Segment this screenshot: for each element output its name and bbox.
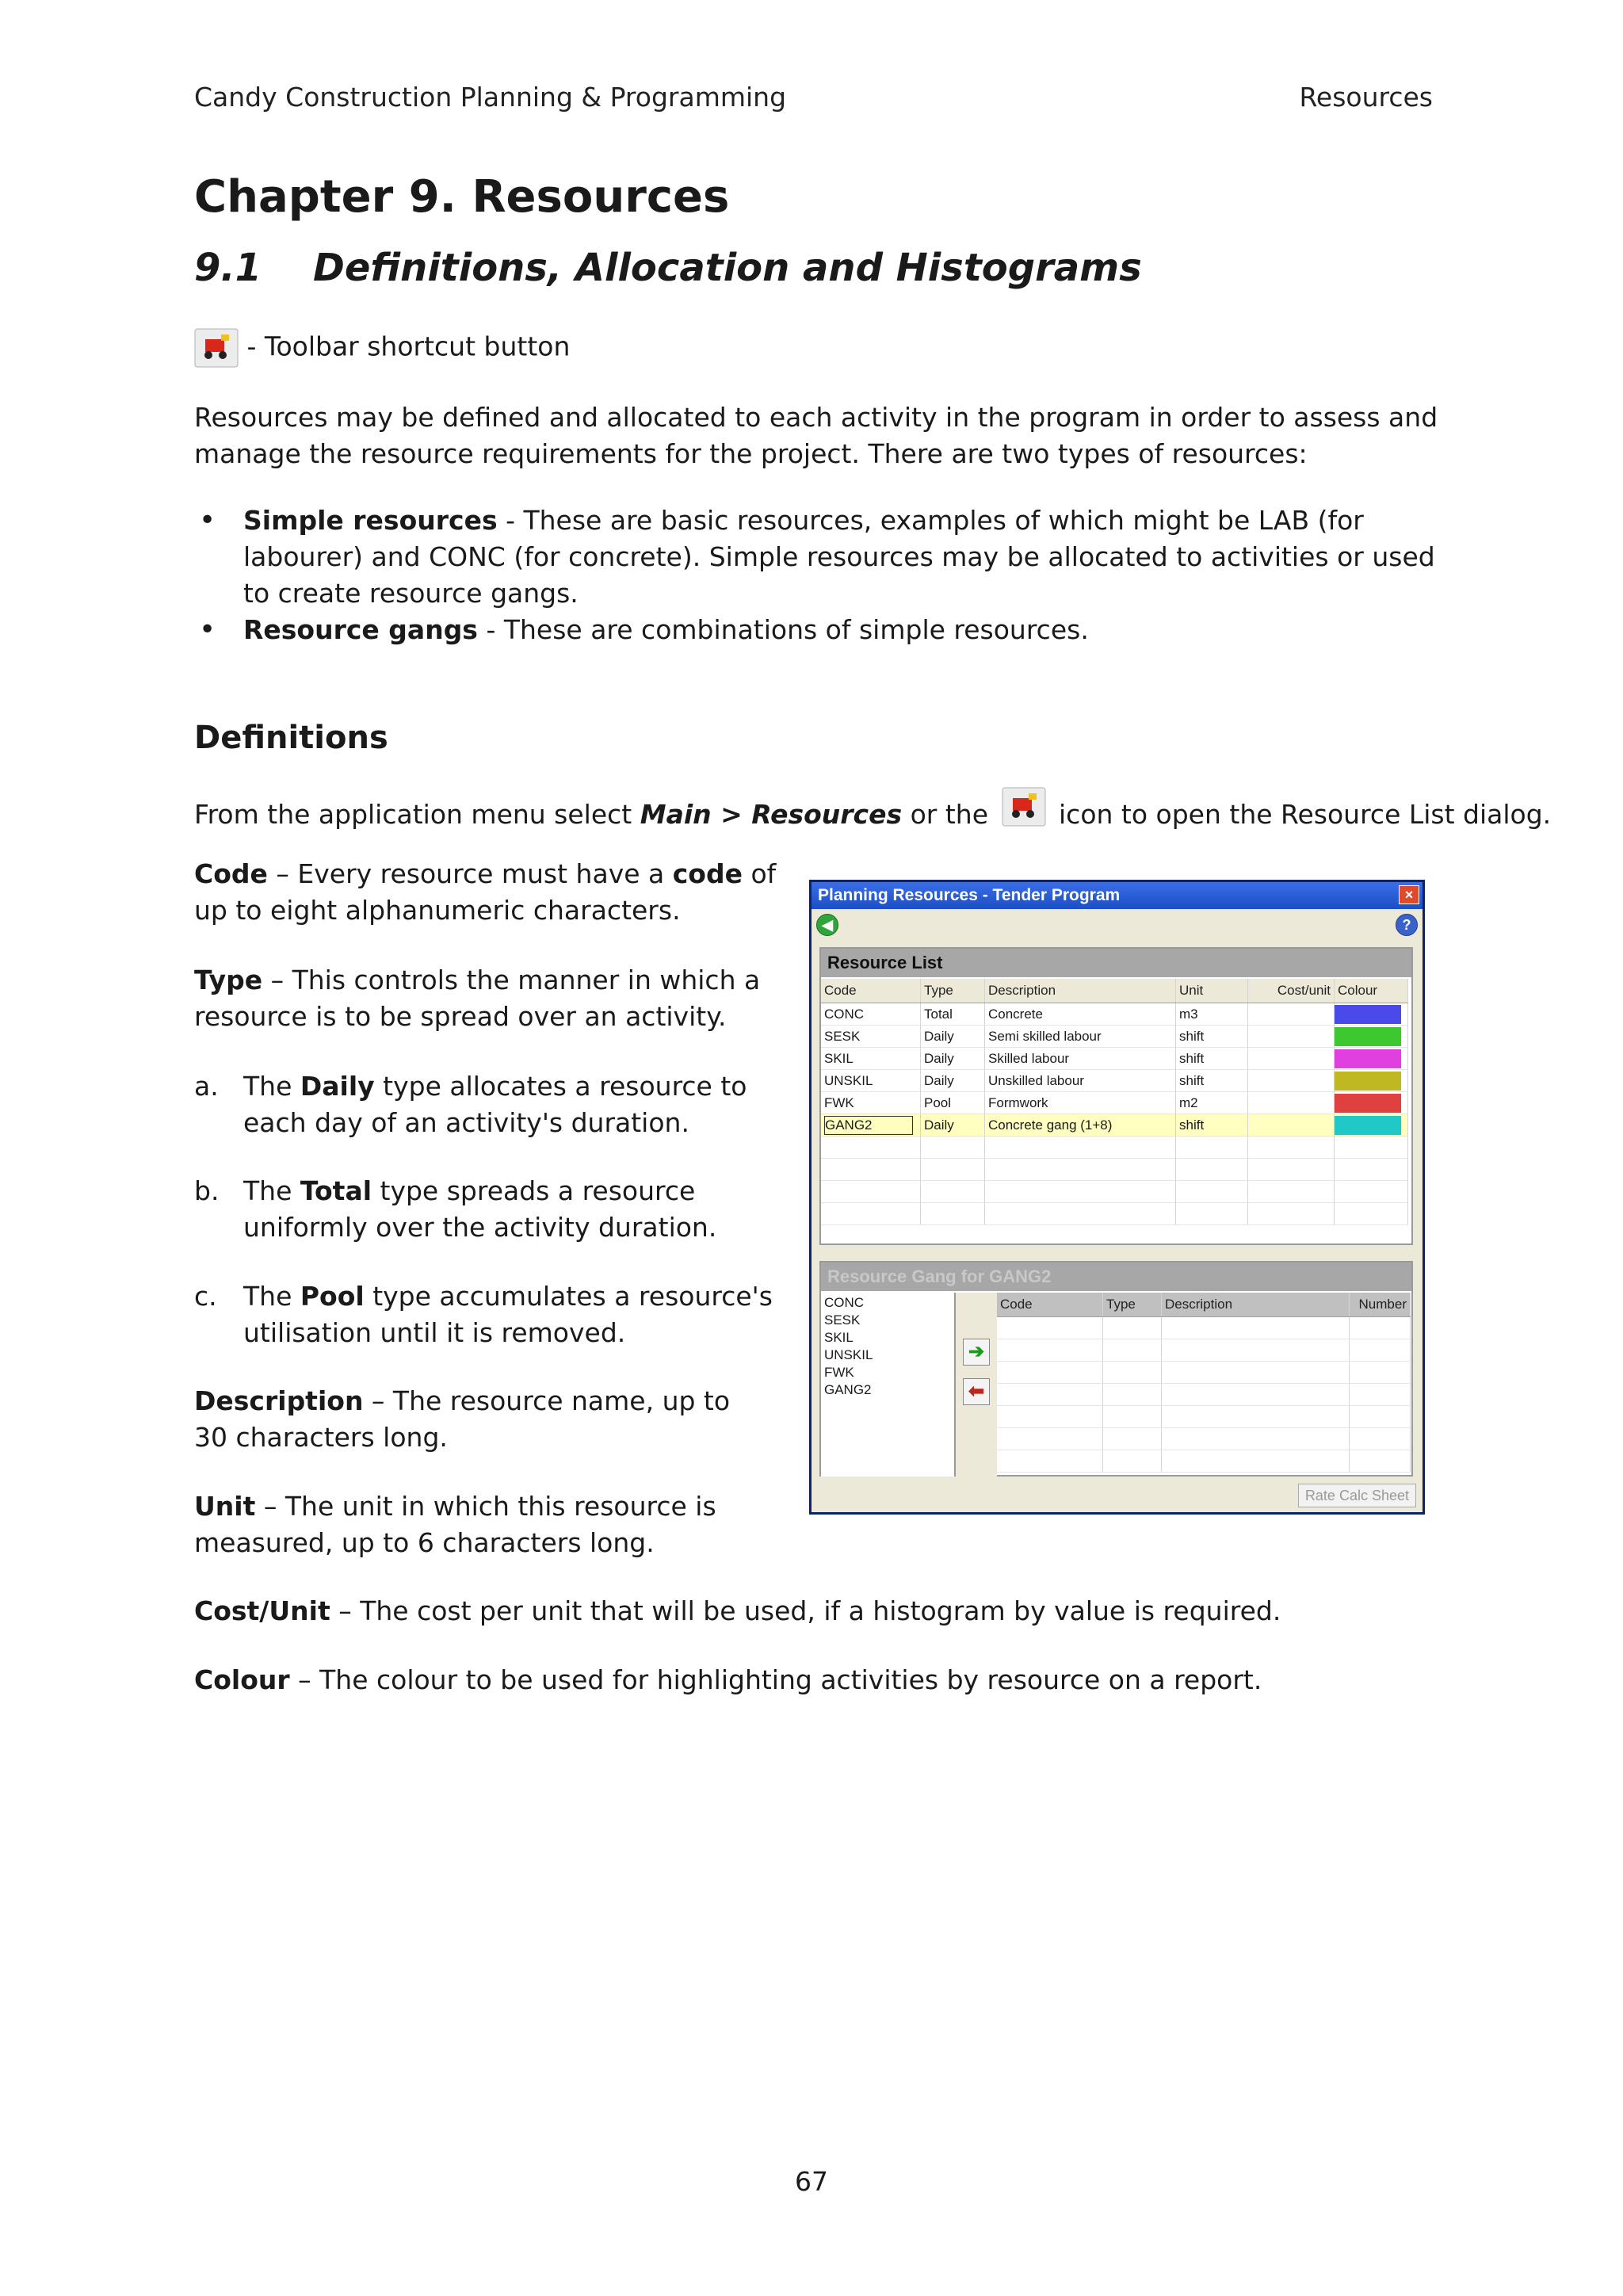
table-row[interactable] (821, 1026, 1408, 1048)
term: Pool (300, 1281, 365, 1312)
table-row[interactable] (821, 1070, 1408, 1092)
cell-colour[interactable] (1335, 1070, 1408, 1092)
column-header-colour[interactable]: Colour (1335, 979, 1408, 1003)
section-number: 9.1 (194, 246, 262, 290)
table-row-empty[interactable] (821, 1181, 1408, 1203)
term: Description (194, 1385, 364, 1416)
list-item[interactable]: SESK (824, 1312, 861, 1328)
cell-description[interactable]: Unskilled labour (985, 1070, 1176, 1092)
column-header-type[interactable]: Type (921, 979, 985, 1003)
cell-unit[interactable]: shift (1176, 1048, 1248, 1070)
bullet-term: Simple resources (243, 505, 498, 536)
list-item[interactable]: CONC (824, 1295, 865, 1310)
text: type allocates a resource to each day of an activity's duration. (243, 1071, 747, 1138)
bullet-text: - These are basic resources, examples of which might be LAB (for labourer) and CONC (for concrete). Simple resources may be allocated to activities or used to create resource gangs. (243, 505, 1435, 609)
term: Total (300, 1175, 372, 1206)
resource-gang-title: Resource Gang for GANG2 (821, 1263, 1411, 1291)
cell-cost[interactable] (1248, 1048, 1335, 1070)
cell-unit[interactable]: shift (1176, 1070, 1248, 1092)
column-header-code[interactable]: Code (821, 979, 921, 1003)
colour-swatch[interactable] (1335, 1005, 1401, 1024)
table-row[interactable] (821, 1003, 1408, 1026)
cell-unit[interactable]: shift (1176, 1026, 1248, 1048)
cell-code[interactable]: FWK (821, 1092, 921, 1114)
back-arrow-icon[interactable]: ◀ (816, 914, 838, 936)
table-row-empty[interactable] (997, 1406, 1411, 1428)
cell-cost[interactable] (1248, 1003, 1335, 1026)
column-header-unit[interactable]: Unit (1176, 979, 1248, 1003)
description-definition (194, 1383, 765, 1456)
section-heading (194, 247, 1142, 289)
cell-code[interactable]: SESK (821, 1026, 921, 1048)
bullet-term: Resource gangs (243, 614, 478, 645)
code-edit-input[interactable]: GANG2 (824, 1116, 913, 1135)
menu-instruction (194, 787, 1552, 833)
rate-calc-sheet-button[interactable]: Rate Calc Sheet (1298, 1484, 1416, 1507)
text: – The resource name, up to 30 characters long. (194, 1385, 731, 1453)
section-title: Definitions, Allocation and Histograms (313, 246, 1142, 290)
table-row-empty[interactable] (997, 1362, 1411, 1384)
running-header-left: Candy Construction Planning & Programming (194, 82, 787, 113)
table-row-empty[interactable] (997, 1450, 1411, 1473)
text: of up to eight alphanumeric characters. (194, 858, 777, 926)
cell-description[interactable]: Skilled labour (985, 1048, 1176, 1070)
column-header-cost-unit[interactable]: Cost/unit (1248, 979, 1335, 1003)
close-icon[interactable]: × (1399, 885, 1419, 904)
text: – The colour to be used for highlighting activities by resource on a report. (289, 1664, 1262, 1695)
cell-cost[interactable] (1248, 1092, 1335, 1114)
gang-members-table (997, 1293, 1411, 1473)
definitions-heading: Definitions (194, 720, 388, 756)
chapter-title: Chapter 9. Resources (194, 171, 730, 223)
remove-from-gang-arrow-icon[interactable]: ⬅ (963, 1378, 990, 1405)
type-item-daily (194, 1068, 796, 1141)
resources-icon (194, 328, 239, 368)
table-row-empty[interactable] (821, 1203, 1408, 1225)
cell-colour[interactable] (1335, 1114, 1408, 1137)
menu-text: or the (902, 799, 997, 830)
resource-gang-panel (819, 1261, 1413, 1477)
cell-code[interactable] (821, 1114, 921, 1137)
intro-paragraph: Resources may be defined and allocated to each activity in the program in order to assess and manage the resource requirements for the project. There are two types of resources: (194, 402, 1438, 469)
menu-main: Main (640, 799, 712, 830)
table-row[interactable] (821, 1048, 1408, 1070)
text: type spreads a resource uniformly over the activity duration. (243, 1175, 717, 1243)
add-to-gang-arrow-icon[interactable]: ➔ (963, 1339, 990, 1366)
table-row-empty[interactable] (997, 1428, 1411, 1450)
text: type accumulates a resource's utilisation until it is removed. (243, 1281, 773, 1348)
cell-description[interactable]: Concrete gang (1+8) (985, 1114, 1176, 1137)
column-header-description[interactable]: Description (985, 979, 1176, 1003)
text: The (243, 1281, 300, 1312)
text: – Every resource must have a (267, 858, 673, 889)
cell-unit[interactable]: m2 (1176, 1092, 1248, 1114)
colour-definition (194, 1662, 1438, 1698)
colour-swatch[interactable] (1335, 1027, 1401, 1046)
resource-list-dialog (809, 880, 1425, 1515)
term: Colour (194, 1664, 290, 1695)
resource-types-list (194, 502, 1438, 648)
type-item-total (194, 1173, 796, 1246)
term: Cost/Unit (194, 1595, 330, 1626)
type-definition (194, 962, 765, 1035)
cell-type[interactable]: Daily (921, 1048, 985, 1070)
text: The (243, 1175, 300, 1206)
list-item[interactable]: GANG2 (824, 1382, 872, 1397)
cell-colour[interactable] (1335, 1092, 1408, 1114)
bullet-text: - These are combinations of simple resources. (477, 614, 1089, 645)
cell-type[interactable]: Total (921, 1003, 985, 1026)
table-header-row (997, 1293, 1411, 1317)
resource-list-title: Resource List (821, 949, 1411, 977)
cell-type[interactable]: Pool (921, 1092, 985, 1114)
page-number: 67 (795, 2166, 828, 2197)
resource-list-table (821, 979, 1408, 1225)
table-header-row (821, 979, 1408, 1003)
text: – The unit in which this resource is measured, up to 6 characters long. (194, 1491, 716, 1558)
colour-swatch[interactable] (1335, 1094, 1401, 1113)
colour-swatch[interactable] (1335, 1049, 1401, 1068)
gang-column-number[interactable]: Number (1350, 1293, 1411, 1317)
cell-cost[interactable] (1248, 1026, 1335, 1048)
cost-unit-definition (194, 1593, 1438, 1629)
resources-icon (1002, 787, 1046, 827)
menu-text: From the application menu select (194, 799, 640, 830)
list-item (194, 502, 1438, 612)
gang-transfer-buttons (956, 1293, 997, 1477)
cell-colour[interactable] (1335, 1003, 1408, 1026)
item-label: b. (194, 1175, 220, 1206)
running-header-right: Resources (1299, 82, 1433, 113)
cell-colour[interactable] (1335, 1048, 1408, 1070)
cell-cost[interactable] (1248, 1114, 1335, 1137)
text: The (243, 1071, 300, 1102)
text: – The cost per unit that will be used, if a histogram by value is required. (330, 1595, 1281, 1626)
menu-text: icon to open the Resource List dialog. (1059, 799, 1552, 830)
cell-type[interactable]: Daily (921, 1070, 985, 1092)
unit-definition (194, 1488, 749, 1561)
toolbar-shortcut-text: - Toolbar shortcut button (246, 330, 571, 362)
list-item[interactable]: FWK (824, 1365, 854, 1380)
available-resources-list[interactable] (821, 1293, 956, 1477)
term: Daily (300, 1071, 375, 1102)
table-row-empty[interactable] (821, 1159, 1408, 1181)
table-row-empty[interactable] (997, 1339, 1411, 1362)
toolbar-shortcut-line (194, 328, 570, 368)
type-item-pool (194, 1278, 796, 1351)
cell-code[interactable]: SKIL (821, 1048, 921, 1070)
table-row[interactable] (821, 1092, 1408, 1114)
cell-description[interactable]: Concrete (985, 1003, 1176, 1026)
dialog-title-bar (812, 882, 1423, 909)
term: Code (194, 858, 268, 889)
table-row-empty[interactable] (997, 1317, 1411, 1339)
code-definition (194, 856, 796, 929)
resource-list-panel (819, 947, 1413, 1245)
cell-description[interactable]: Semi skilled labour (985, 1026, 1176, 1048)
item-label: a. (194, 1071, 219, 1102)
menu-resources: Resources (751, 799, 903, 830)
colour-swatch[interactable] (1335, 1116, 1401, 1135)
cell-code[interactable]: UNSKIL (821, 1070, 921, 1092)
list-item[interactable]: UNSKIL (824, 1347, 873, 1362)
colour-swatch[interactable] (1335, 1072, 1401, 1091)
cell-description[interactable]: Formwork (985, 1092, 1176, 1114)
table-row-empty[interactable] (821, 1137, 1408, 1159)
gang-column-type[interactable]: Type (1103, 1293, 1162, 1317)
dialog-title: Planning Resources - Tender Program (818, 886, 1121, 904)
cell-unit[interactable]: shift (1176, 1114, 1248, 1137)
cell-cost[interactable] (1248, 1070, 1335, 1092)
table-row-selected[interactable] (821, 1114, 1408, 1137)
item-label: c. (194, 1281, 217, 1312)
gang-column-code[interactable]: Code (997, 1293, 1103, 1317)
table-row-empty[interactable] (997, 1384, 1411, 1406)
cell-type[interactable]: Daily (921, 1026, 985, 1048)
term: Type (194, 965, 263, 995)
gang-column-description[interactable]: Description (1162, 1293, 1350, 1317)
list-item[interactable]: SKIL (824, 1330, 854, 1345)
cell-colour[interactable] (1335, 1026, 1408, 1048)
cell-unit[interactable]: m3 (1176, 1003, 1248, 1026)
cell-type[interactable]: Daily (921, 1114, 985, 1137)
help-icon[interactable]: ? (1396, 914, 1418, 936)
term: Unit (194, 1491, 256, 1522)
text: – This controls the manner in which a resource is to be spread over an activity. (194, 965, 761, 1032)
list-item (194, 612, 1438, 648)
menu-separator: > (711, 799, 752, 830)
term: code (672, 858, 743, 889)
cell-code[interactable]: CONC (821, 1003, 921, 1026)
